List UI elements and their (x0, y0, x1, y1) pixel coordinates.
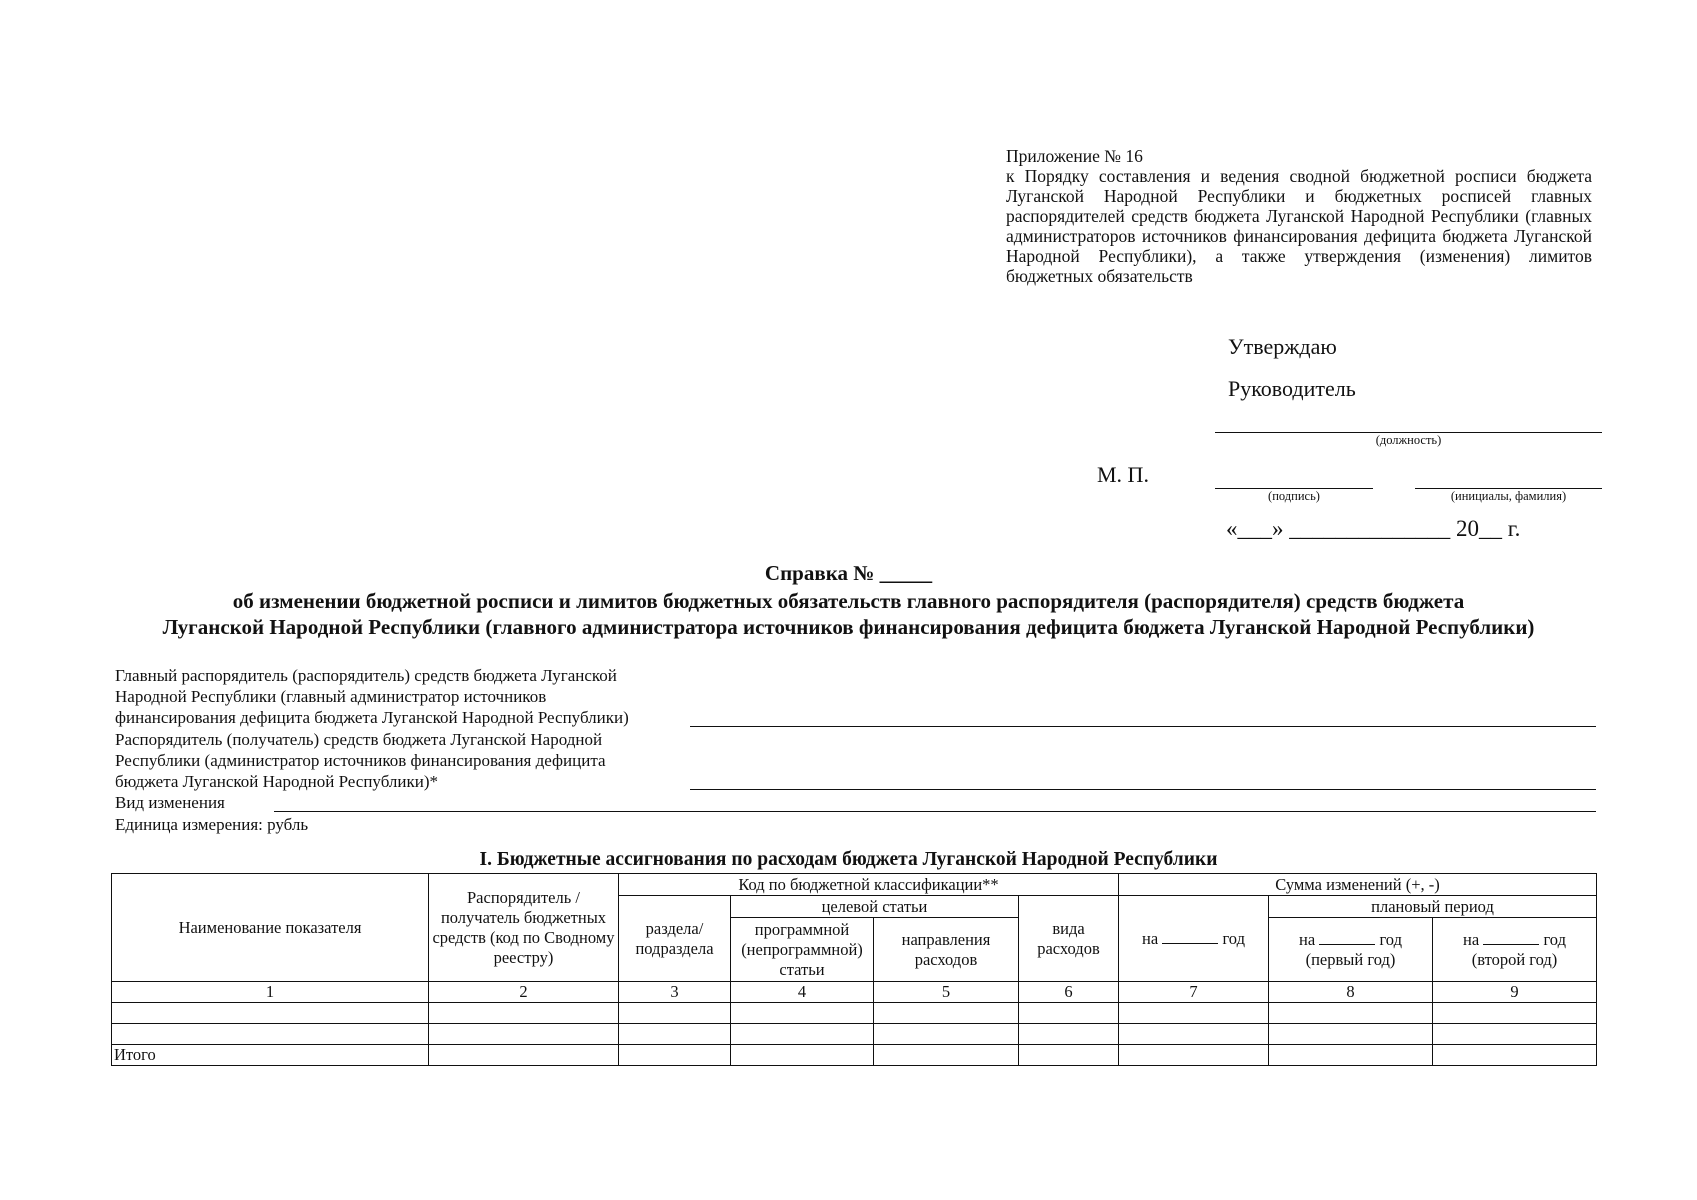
table-cell[interactable] (874, 1045, 1019, 1066)
table-cell[interactable] (1119, 1045, 1269, 1066)
header-code-group: Код по бюджетной классификации** (619, 874, 1119, 896)
table-cell[interactable] (874, 1003, 1019, 1024)
table-cell[interactable] (1119, 1024, 1269, 1045)
appendix-block (1006, 146, 1592, 286)
header-expense-type: вида расходов (1019, 896, 1119, 982)
head-label: Руководитель (1228, 376, 1356, 401)
table-cell[interactable] (731, 1003, 874, 1024)
table-cell[interactable] (112, 1003, 429, 1024)
header-section: раздела/ подраздела (619, 896, 731, 982)
table-row (112, 1003, 1597, 1024)
signature-caption: (подпись) (1268, 489, 1320, 503)
table-cell[interactable] (619, 1003, 731, 1024)
table-cell[interactable] (619, 1045, 731, 1066)
main-manager-line[interactable] (690, 726, 1596, 727)
table-cell[interactable] (1433, 1045, 1597, 1066)
total-row (112, 1045, 1597, 1066)
main-manager-label: Главный распорядитель (распорядитель) средств бюджета Луганской Народной Республики (главный администратор источников финансирования дефицита бюджета Луганской Народной Республики) (115, 666, 629, 727)
table-cell[interactable] (429, 1024, 619, 1045)
table-cell[interactable] (731, 1045, 874, 1066)
column-number: 2 (429, 982, 619, 1003)
table-cell[interactable] (1269, 1045, 1433, 1066)
header-second-year: на год (второй год) (1433, 918, 1597, 982)
approve-label: Утверждаю (1228, 334, 1337, 359)
header-target-group: целевой статьи (731, 896, 1019, 918)
column-number: 4 (731, 982, 874, 1003)
header-first-year: на год (первый год) (1269, 918, 1433, 982)
appendix-body: к Порядку составления и ведения сводной бюджетной росписи бюджета Луганской Народной Республики и бюджетных росписей главных распорядителей средств бюджета Луганской Народной Республики (главных администраторов источников финансирования дефицита бюджета Луганской Народной Республики), а также утверждения (изменения) лимитов бюджетных обязательств (1006, 166, 1592, 286)
table-cell[interactable] (1269, 1003, 1433, 1024)
change-type-label: Вид изменения (115, 793, 225, 812)
column-number-row (112, 982, 1597, 1003)
table-cell[interactable] (619, 1024, 731, 1045)
table-cell[interactable] (1433, 1003, 1597, 1024)
appendix-heading: Приложение № 16 (1006, 146, 1143, 166)
header-planning-group: плановый период (1269, 896, 1597, 918)
column-number: 1 (112, 982, 429, 1003)
unit-label: Единица измерения: рубль (115, 815, 309, 834)
table-cell[interactable] (429, 1003, 619, 1024)
total-label: Итого (112, 1045, 429, 1066)
document-subtitle-line1: об изменении бюджетной росписи и лимитов бюджетных обязательств главного распорядителя (распорядителя) средств бюджета (232, 589, 1465, 613)
header-sum-group: Сумма изменений (+, -) (1119, 874, 1597, 896)
document-subtitle-line2: Луганской Народной Республики (главного администратора источников финансирования дефицита бюджета Луганской Народной Республики) (162, 615, 1535, 639)
column-number: 3 (619, 982, 731, 1003)
header-year: на год (1119, 896, 1269, 982)
table-cell[interactable] (429, 1045, 619, 1066)
table-cell[interactable] (1019, 1045, 1119, 1066)
change-type-line[interactable] (274, 811, 1596, 812)
stamp-label: М. П. (1097, 462, 1149, 487)
header-direction: направления расходов (874, 918, 1019, 982)
document-title: Справка № _____ (764, 561, 933, 585)
manager-line[interactable] (690, 789, 1596, 790)
header-row-1 (112, 874, 1597, 896)
column-number: 9 (1433, 982, 1597, 1003)
table-cell[interactable] (112, 1024, 429, 1045)
table-cell[interactable] (1433, 1024, 1597, 1045)
table-cell[interactable] (1119, 1003, 1269, 1024)
header-program: программной (непрограммной) статьи (731, 918, 874, 982)
approval-date: «___» ______________ 20__ г. (1226, 516, 1521, 541)
position-caption: (должность) (1375, 433, 1442, 447)
manager-label: Распорядитель (получатель) средств бюджета Луганской Народной Республики (администратор источников финансирования дефицита бюджета Луганской Народной Республики)* (115, 730, 606, 791)
table-cell[interactable] (1019, 1024, 1119, 1045)
header-name: Наименование показателя (112, 874, 429, 982)
column-number: 8 (1269, 982, 1433, 1003)
first-year-blank[interactable] (1319, 930, 1375, 945)
budget-table (111, 873, 1597, 1066)
table-cell[interactable] (731, 1024, 874, 1045)
second-year-blank[interactable] (1483, 930, 1539, 945)
year-blank[interactable] (1162, 929, 1218, 944)
column-number: 7 (1119, 982, 1269, 1003)
header-manager: Распорядитель / получатель бюджетных средств (код по Сводному реестру) (429, 874, 619, 982)
table-cell[interactable] (1269, 1024, 1433, 1045)
name-caption: (инициалы, фамилия) (1450, 489, 1567, 503)
table-cell[interactable] (1019, 1003, 1119, 1024)
table-row (112, 1024, 1597, 1045)
column-number: 5 (874, 982, 1019, 1003)
column-number: 6 (1019, 982, 1119, 1003)
section-title: I. Бюджетные ассигнования по расходам бюджета Луганской Народной Республики (479, 849, 1218, 870)
table-cell[interactable] (874, 1024, 1019, 1045)
